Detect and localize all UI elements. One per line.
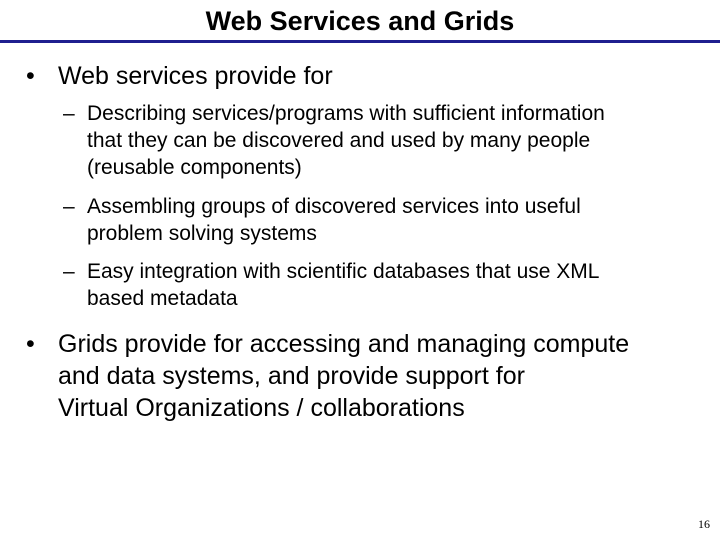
subbullet-describing-services bbox=[63, 100, 605, 181]
title-underline bbox=[0, 40, 720, 43]
page-number: 16 bbox=[698, 517, 710, 531]
slide-title: Web Services and Grids bbox=[205, 6, 515, 36]
bullet-grids bbox=[26, 328, 630, 424]
bullet-line: and data systems, and provide support for bbox=[58, 362, 525, 390]
bullet-line: Virtual Organizations / collaborations bbox=[58, 394, 465, 422]
subbullet-line: Describing services/programs with sufficient information bbox=[87, 102, 605, 125]
subbullet-assembling-groups bbox=[63, 193, 581, 247]
bullet-marker: • bbox=[26, 62, 35, 90]
subbullet-marker: – bbox=[63, 260, 75, 283]
bullet-web-services bbox=[26, 60, 333, 92]
subbullet-line: Assembling groups of discovered services into useful bbox=[87, 195, 581, 218]
bullet-text: Web services provide for bbox=[58, 62, 333, 90]
subbullet-line: based metadata bbox=[87, 287, 238, 310]
subbullet-line: that they can be discovered and used by many people bbox=[87, 129, 591, 152]
subbullet-easy-integration bbox=[63, 258, 600, 312]
subbullet-line: (reusable components) bbox=[87, 156, 302, 179]
bullet-line: Grids provide for accessing and managing compute bbox=[58, 330, 630, 358]
subbullet-line: problem solving systems bbox=[87, 222, 317, 245]
subbullet-marker: – bbox=[63, 102, 75, 125]
bullet-marker: • bbox=[26, 330, 35, 358]
subbullet-line: Easy integration with scientific databases that use XML bbox=[87, 260, 600, 283]
subbullet-marker: – bbox=[63, 195, 75, 218]
